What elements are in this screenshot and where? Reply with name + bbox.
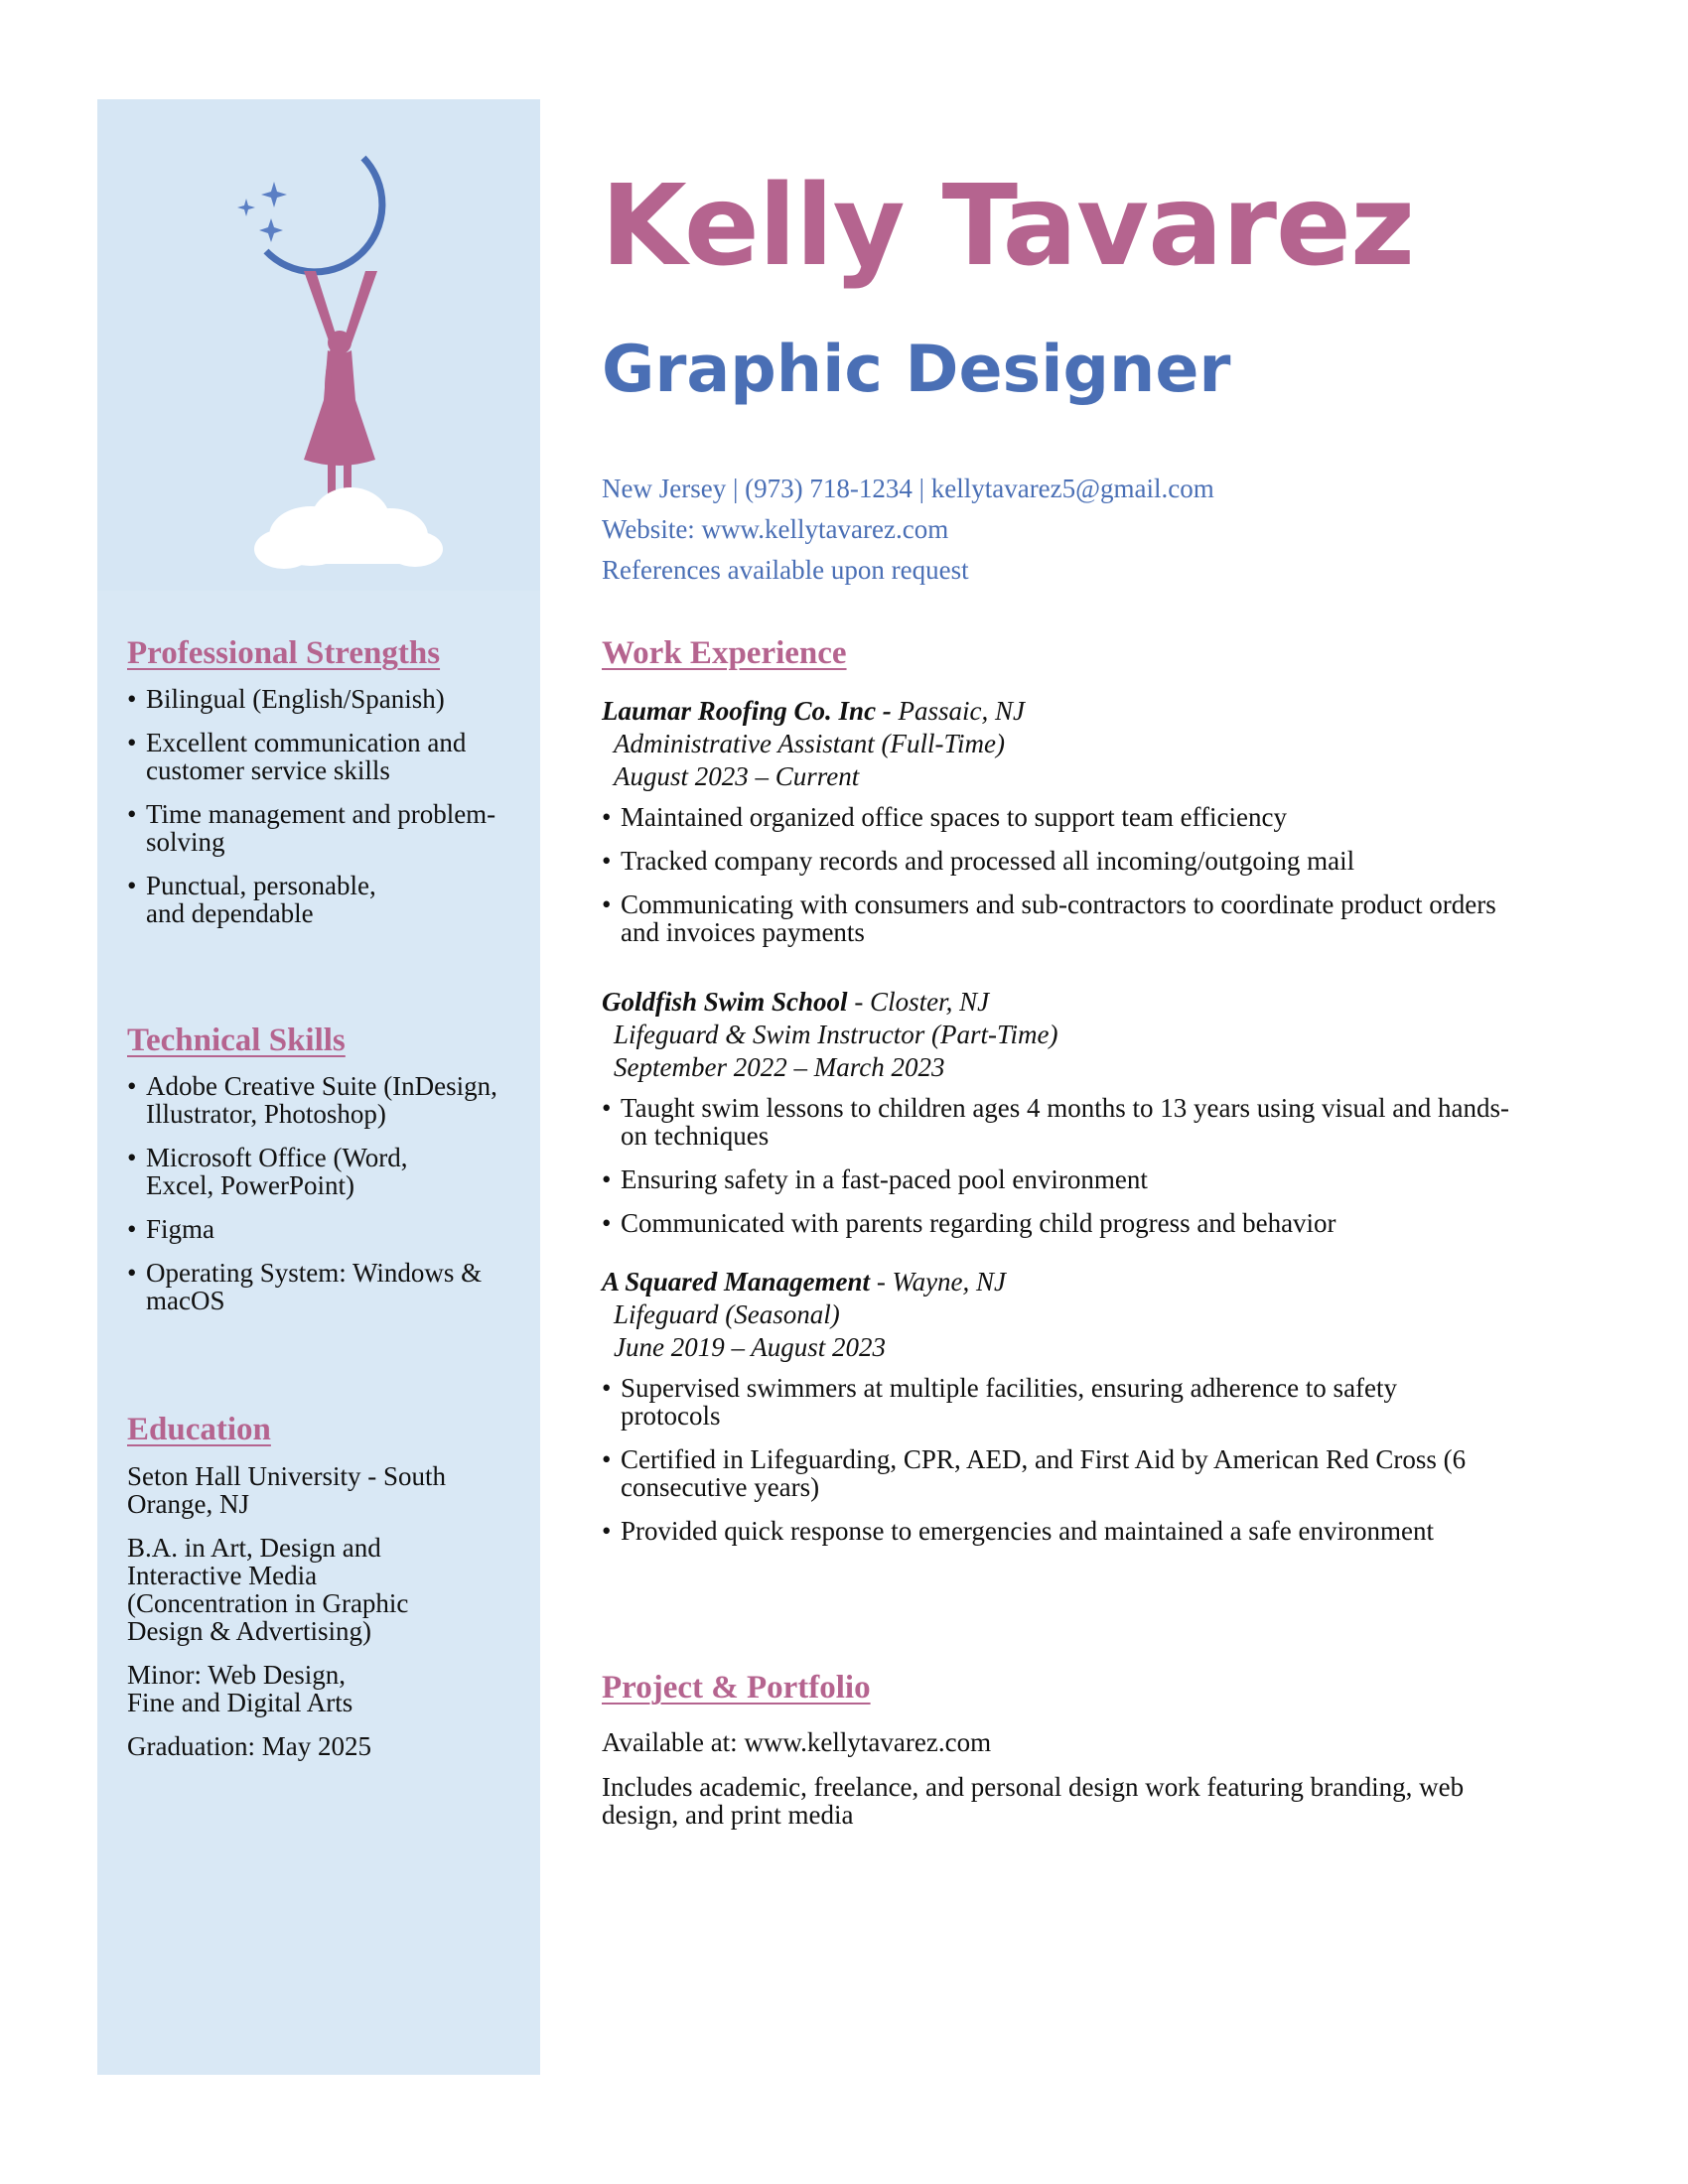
job-heading — [602, 695, 1595, 728]
list-item: • Communicating with consumers and sub-contractors to coordinate product orders and invoices payments — [602, 890, 1515, 946]
list-item: • Time management and problem-solving — [127, 800, 524, 856]
list-item: • Microsoft Office (Word, Excel, PowerPoint) — [127, 1144, 444, 1199]
list-item: • Communicated with parents regarding child progress and behavior — [602, 1209, 1515, 1237]
job-role: Lifeguard & Swim Instructor (Part-Time) — [614, 1020, 1058, 1049]
list-item: • Tracked company records and processed all incoming/outgoing mail — [602, 847, 1515, 875]
job-role: Administrative Assistant (Full-Time) — [614, 729, 1005, 758]
strengths-title: Professional Strengths — [127, 635, 441, 671]
education-minor: Minor: Web Design, Fine and Digital Arts — [127, 1660, 353, 1717]
girl-holding-moon-illustration — [216, 144, 465, 571]
list-item: • Certified in Lifeguarding, CPR, AED, and First Aid by American Red Cross (6 consecutive years) — [602, 1445, 1494, 1501]
portfolio-available: Available at: www.kellytavarez.com — [602, 1727, 992, 1757]
education-title: Education — [127, 1412, 271, 1447]
contact-block — [602, 469, 1214, 591]
cloud-icon — [254, 487, 443, 569]
strengths-list — [127, 685, 524, 943]
references-line: References available upon request — [602, 555, 969, 585]
girl-silhouette — [304, 271, 377, 505]
job-entry — [602, 1266, 1595, 1561]
job-heading — [602, 986, 1595, 1019]
company-location: - Closter, NJ — [854, 987, 990, 1017]
list-item: • Figma — [127, 1215, 524, 1243]
job-bullets — [602, 1374, 1515, 1545]
company-name: A Squared Management — [602, 1267, 871, 1297]
job-title: Graphic Designer — [602, 333, 1231, 407]
job-role: Lifeguard (Seasonal) — [614, 1299, 840, 1329]
skills-title: Technical Skills — [127, 1023, 346, 1058]
list-item: • Supervised swimmers at multiple facilities, ensuring adherence to safety protocols — [602, 1374, 1415, 1430]
candidate-name: Kelly Tavarez — [601, 162, 1415, 291]
job-bullets — [602, 1094, 1515, 1237]
list-item: • Excellent communication and customer service skills — [127, 729, 524, 784]
contact-line: New Jersey | (973) 718-1234 | kellytavarez5@gmail.com — [602, 474, 1214, 503]
list-item: • Ensuring safety in a fast-paced pool environment — [602, 1165, 1515, 1193]
education-degree: B.A. in Art, Design and Interactive Media (Concentration in Graphic Design & Advertising) — [127, 1533, 409, 1646]
sidebar-illustration-area — [97, 99, 540, 591]
company-location: Passaic, NJ — [898, 696, 1026, 726]
list-item: • Bilingual (English/Spanish) — [127, 685, 524, 713]
list-item: • Operating System: Windows & macOS — [127, 1259, 503, 1314]
portfolio-title: Project & Portfolio — [602, 1670, 871, 1706]
company-name: Laumar Roofing Co. Inc - — [602, 696, 892, 726]
portfolio-description: Includes academic, freelance, and personal design work featuring branding, web design, and print media — [602, 1772, 1465, 1830]
star-icon — [237, 182, 287, 242]
skills-list — [127, 1072, 524, 1330]
list-item: • Punctual, personable, and dependable — [127, 872, 414, 927]
job-bullets — [602, 803, 1515, 946]
job-dates: September 2022 – March 2023 — [614, 1052, 945, 1082]
list-item: • Maintained organized office spaces to support team efficiency — [602, 803, 1515, 831]
education-graduation: Graduation: May 2025 — [127, 1731, 371, 1761]
job-dates: June 2019 – August 2023 — [614, 1332, 886, 1362]
moon-icon — [266, 158, 382, 272]
list-item: • Taught swim lessons to children ages 4 months to 13 years using visual and hands-on techniques — [602, 1094, 1515, 1150]
job-heading — [602, 1266, 1595, 1298]
website-line: Website: www.kellytavarez.com — [602, 514, 949, 544]
list-item: • Adobe Creative Suite (InDesign, Illustrator, Photoshop) — [127, 1072, 524, 1128]
company-name: Goldfish Swim School — [602, 987, 848, 1017]
job-entry — [602, 986, 1595, 1253]
job-dates: August 2023 – Current — [614, 761, 860, 791]
list-item: • Provided quick response to emergencies and maintained a safe environment — [602, 1517, 1515, 1545]
job-entry — [602, 695, 1595, 962]
education-school: Seton Hall University - South Orange, NJ — [127, 1461, 446, 1519]
work-experience-title: Work Experience — [602, 635, 847, 671]
company-location: - Wayne, NJ — [876, 1267, 1007, 1297]
